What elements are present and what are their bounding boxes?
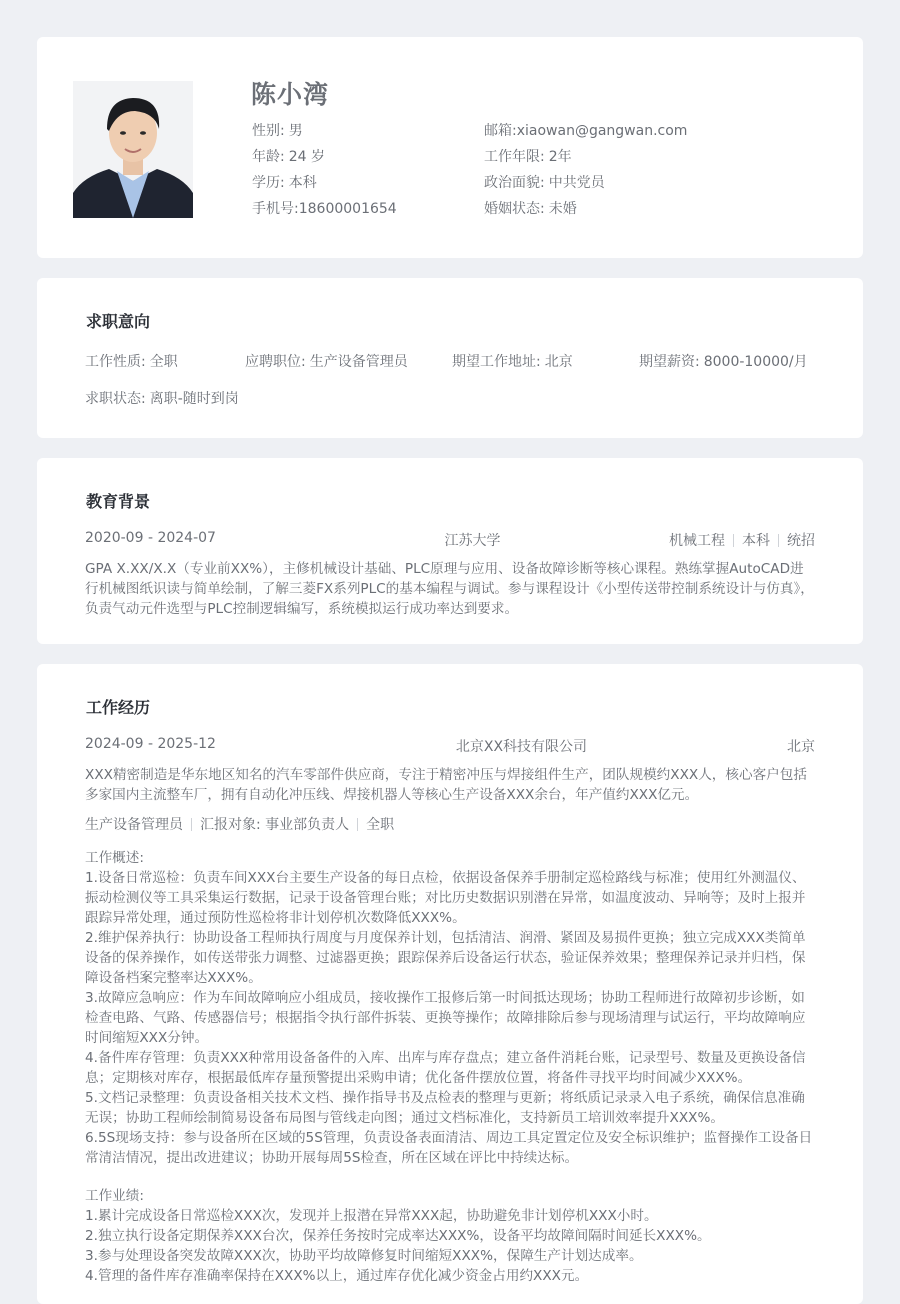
- info-gender: [252, 121, 397, 147]
- basic-info-left: [252, 121, 397, 225]
- info-marital: [484, 199, 687, 225]
- company-description: XXX精密制造是华东地区知名的汽车零部件供应商，专注于精密冲压与焊接组件生产，团队规模约XXX人，核心客户包括多家国内主流整车厂，拥有自动化冲压线、焊接机器人等核心生产设备XXX余台，年产值约XXX亿元。: [85, 767, 807, 803]
- divider: [357, 818, 358, 831]
- tag-job-type: 全职: [366, 817, 395, 833]
- work-header: [85, 736, 815, 756]
- info-work-years: [484, 147, 687, 173]
- overview-item: 1.设备日常巡检：负责车间XXX台主要生产设备的每日点检，依据设备保养手册制定巡检路线与标准；使用红外测温仪、振动检测仪等工具采集运行数据，记录于设备管理台账；对比历史数据识别潜在异常，如温度波动、异响等；及时上报并跟踪异常处理，通过预防性巡检将非计划停机次数降低XXX%。: [85, 870, 806, 926]
- work-city: 北京: [786, 739, 815, 755]
- section-title: 教育背景: [86, 492, 151, 511]
- overview-title: 工作概述:: [85, 850, 144, 866]
- overview-item: 5.文档记录整理：负责设备相关技术文档、操作指导书及点检表的整理与更新；将纸质记录录入电子系统，确保信息准确无误；协助工程师绘制简易设备布局图与管线走向图；通过文档标准化，支持新员工培训效率提升XXX%。: [85, 1090, 805, 1126]
- work-company: 北京XX科技有限公司: [455, 739, 588, 755]
- info-label: 性别:: [252, 123, 285, 139]
- intent-label: 期望薪资:: [639, 354, 700, 370]
- section-title: 求职意向: [86, 312, 151, 331]
- job-intent-card: [37, 278, 863, 438]
- tag-major: 机械工程: [668, 533, 725, 549]
- section-title: 工作经历: [86, 698, 151, 717]
- intent-label: 应聘职位:: [245, 354, 306, 370]
- achievement-item: 4.管理的备件库存准确率保持在XXX%以上，通过库存优化减少资金占用约XXX元。: [85, 1268, 589, 1284]
- info-label: 手机号:: [252, 201, 299, 217]
- intent-value: 生产设备管理员: [309, 354, 408, 370]
- info-value: 男: [288, 123, 303, 139]
- info-label: 学历:: [252, 175, 285, 191]
- info-label: 工作年限:: [484, 149, 545, 165]
- info-value: 24 岁: [288, 149, 325, 165]
- intent-position: [245, 351, 408, 371]
- avatar: [73, 81, 193, 218]
- achievement-item: 1.累计完成设备日常巡检XXX次，发现并上报潜在异常XXX起，协助避免非计划停机XXX小时。: [85, 1208, 658, 1224]
- tag-position: 生产设备管理员: [85, 817, 183, 833]
- intent-salary: [639, 351, 808, 371]
- info-label: 婚姻状态:: [484, 201, 545, 217]
- candidate-name: 陈小湾: [251, 80, 330, 109]
- overview-item: 3.故障应急响应：作为车间故障响应小组成员，接收操作工报修后第一时间抵达现场；协助工程师进行故障初步诊断，如检查电路、气路、传感器信号；根据指令执行部件拆装、更换等操作；故障排除后参与现场清理与试运行，平均故障响应时间缩短XXX分钟。: [85, 990, 806, 1046]
- intent-label: 工作性质:: [85, 354, 146, 370]
- basic-info-right: [484, 121, 687, 225]
- intent-value: 全职: [149, 354, 178, 370]
- intent-value: 8000-10000/月: [703, 354, 808, 370]
- education-tags: [669, 530, 815, 550]
- divider: [733, 534, 734, 547]
- education-card: [37, 458, 863, 644]
- info-phone: [252, 199, 397, 225]
- education-header: [85, 530, 815, 550]
- info-age: [252, 147, 397, 173]
- intent-value: 离职-随时到岗: [149, 391, 239, 407]
- avatar-photo: [73, 81, 193, 218]
- intent-label: 求职状态:: [85, 391, 146, 407]
- intent-value: 北京: [544, 354, 573, 370]
- tag-report-to: 汇报对象: 事业部负责人: [200, 817, 350, 833]
- achievement-item: 2.独立执行设备定期保养XXX台次，保养任务按时完成率达XXX%，设备平均故障间隔时间延长XXX%。: [85, 1228, 711, 1244]
- education-period: 2020-09 - 2024-07: [85, 530, 216, 546]
- overview-item: 6.5S现场支持：参与设备所在区域的5S管理，负责设备表面清洁、周边工具定置定位及安全标识维护；监督操作工设备日常清洁情况，提出改进建议；协助开展每周5S检查，所在区域在评比中持续达标。: [85, 1130, 813, 1166]
- tag-enrollment: 统招: [786, 533, 815, 549]
- info-value: 本科: [288, 175, 317, 191]
- spacer: [85, 1168, 815, 1186]
- info-value: 未婚: [548, 201, 577, 217]
- intent-job-type: [85, 351, 178, 371]
- info-label: 年龄:: [252, 149, 285, 165]
- intent-label: 期望工作地址:: [452, 354, 541, 370]
- achievement-title: 工作业绩:: [85, 1188, 144, 1204]
- profile-card: [37, 37, 863, 258]
- education-description: GPA X.XX/X.X（专业前XX%），主修机械设计基础、PLC原理与应用、设备故障诊断等核心课程。熟练掌握AutoCAD进行机械图纸识读与简单绘制，了解三菱FX系列PLC的基本编程与调试。参与课程设计《小型传送带控制系统设计与仿真》，负责气动元件选型与PLC控制逻辑编写，系统模拟运行成功率达到要求。: [85, 561, 814, 617]
- work-details: [85, 848, 815, 1286]
- info-value: 中共党员: [548, 175, 605, 191]
- info-value: 18600001654: [298, 201, 397, 217]
- overview-item: 2.维护保养执行：协助设备工程师执行周度与月度保养计划，包括清洁、润滑、紧固及易损件更换；独立完成XXX类简单设备的保养操作，如传送带张力调整、过滤器更换；跟踪保养后设备运行状态，验证保养效果；整理保养记录并归档，保障设备档案完整率达XXX%。: [85, 930, 806, 986]
- overview-item: 4.备件库存管理：负责XXX种常用设备备件的入库、出库与库存盘点；建立备件消耗台账，记录型号、数量及更换设备信息；定期核对库存，根据最低库存量预警提出采购申请；优化备件摆放位置，将备件寻找平均时间减少XXX%。: [85, 1050, 806, 1086]
- info-label: 政治面貌:: [484, 175, 545, 191]
- info-email: [484, 121, 687, 147]
- work-experience-card: [37, 664, 863, 1304]
- info-label: 邮箱:: [484, 123, 517, 139]
- work-tags: [85, 814, 394, 834]
- info-political: [484, 173, 687, 199]
- info-education: [252, 173, 397, 199]
- intent-location: [452, 351, 573, 371]
- education-school: 江苏大学: [444, 533, 501, 549]
- intent-status: [85, 388, 239, 408]
- divider: [191, 818, 192, 831]
- tag-degree: 本科: [741, 533, 770, 549]
- info-value: 2年: [548, 149, 572, 165]
- info-value: xiaowan@gangwan.com: [516, 123, 688, 139]
- divider: [778, 534, 779, 547]
- achievement-item: 3.参与处理设备突发故障XXX次，协助平均故障修复时间缩短XXX%，保障生产计划达成率。: [85, 1248, 643, 1264]
- work-period: 2024-09 - 2025-12: [85, 736, 216, 752]
